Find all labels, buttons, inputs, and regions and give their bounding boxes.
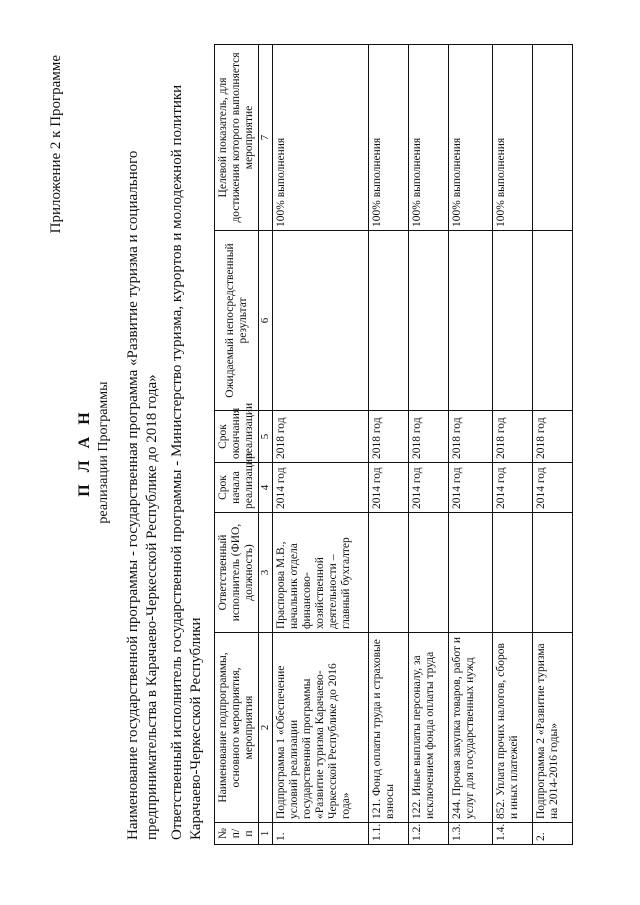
header-end: Срок окончания реализации bbox=[215, 411, 259, 463]
col-num: 6 bbox=[259, 231, 273, 411]
header-indicator: Целевой показатель, для достижения которого выполняется мероприятие bbox=[215, 45, 259, 231]
header-result: Ожидаемый непосредственный результат bbox=[215, 231, 259, 411]
row-indicator: 100% выполнения bbox=[493, 45, 533, 231]
table-row bbox=[409, 45, 449, 845]
row-start: 2014 год bbox=[409, 463, 449, 513]
plan-table bbox=[214, 44, 573, 845]
column-number-row bbox=[259, 45, 273, 845]
header-start: Срок начала реализации bbox=[215, 463, 259, 513]
row-responsible bbox=[493, 513, 533, 633]
row-end: 2018 год bbox=[449, 411, 493, 463]
row-start: 2014 год bbox=[273, 463, 369, 513]
row-indicator: 100% выполнения bbox=[409, 45, 449, 231]
plan-title: П Л А Н bbox=[76, 408, 93, 497]
row-result bbox=[409, 231, 449, 411]
row-result bbox=[533, 231, 573, 411]
row-end: 2018 год bbox=[273, 411, 369, 463]
row-result bbox=[449, 231, 493, 411]
header-number: № п/п bbox=[215, 823, 259, 845]
row-responsible: Праспорова М.В., начальник отдела финансово-хозяйственной деятельности – главный бухгалтер bbox=[273, 513, 369, 633]
row-indicator bbox=[533, 45, 573, 231]
table-row bbox=[369, 45, 409, 845]
row-responsible bbox=[533, 513, 573, 633]
row-end: 2018 год bbox=[533, 411, 573, 463]
row-name: 852. Уплата прочих налогов, сборов и иных платежей bbox=[493, 633, 533, 823]
col-num: 5 bbox=[259, 411, 273, 463]
row-name: 244. Прочая закупка товаров, работ и услуг для государственных нужд bbox=[449, 633, 493, 823]
row-start: 2014 год bbox=[493, 463, 533, 513]
row-responsible bbox=[409, 513, 449, 633]
row-start: 2014 год bbox=[449, 463, 493, 513]
row-end: 2018 год bbox=[493, 411, 533, 463]
row-end: 2018 год bbox=[409, 411, 449, 463]
row-result bbox=[493, 231, 533, 411]
table-header-row bbox=[215, 45, 259, 845]
row-responsible bbox=[369, 513, 409, 633]
row-indicator: 100% выполнения bbox=[273, 45, 369, 231]
row-number: 1.4. bbox=[493, 823, 533, 845]
col-num: 7 bbox=[259, 45, 273, 231]
col-num: 3 bbox=[259, 513, 273, 633]
header-responsible: Ответственный исполнитель (ФИО, должность) bbox=[215, 513, 259, 633]
row-name: Подпрограмма 1 «Обеспечение условий реализации государственной программы «Развитие туризма Карачаево-Черкесской Республике до 2016 года» bbox=[273, 633, 369, 823]
row-number: 1.1. bbox=[369, 823, 409, 845]
program-name: Наименование государственной программы - государственная программа «Развитие туризма и социального предпринимательства в Карачаево-Черкесской Республике до 2018 года» bbox=[125, 150, 160, 840]
row-indicator: 100% выполнения bbox=[369, 45, 409, 231]
row-number: 2. bbox=[533, 823, 573, 845]
appendix-label: Приложение 2 к Программе bbox=[48, 55, 64, 234]
row-number: 1.2. bbox=[409, 823, 449, 845]
row-result bbox=[369, 231, 409, 411]
col-num: 2 bbox=[259, 633, 273, 823]
row-start: 2014 год bbox=[369, 463, 409, 513]
row-name: 121. Фонд оплаты труда и страховые взносы bbox=[369, 633, 409, 823]
table-row bbox=[493, 45, 533, 845]
table-row bbox=[533, 45, 573, 845]
row-number: 1. bbox=[273, 823, 369, 845]
header-name: Наименование подпрограммы, основного мероприятия, мероприятия bbox=[215, 633, 259, 823]
col-num: 1 bbox=[259, 823, 273, 845]
row-end: 2018 год bbox=[369, 411, 409, 463]
row-number: 1.3. bbox=[449, 823, 493, 845]
row-result bbox=[273, 231, 369, 411]
row-name: 122. Иные выплаты персоналу, за исключением фонда оплаты труда bbox=[409, 633, 449, 823]
col-num: 4 bbox=[259, 463, 273, 513]
table-row bbox=[273, 45, 369, 845]
table-row bbox=[449, 45, 493, 845]
row-start: 2014 год bbox=[533, 463, 573, 513]
responsible-executor: Ответственный исполнитель государственной программы - Министерство туризма, курортов и молодежной политики Карачаево-Черкесской Республики bbox=[169, 84, 204, 840]
row-indicator: 100% выполнения bbox=[449, 45, 493, 231]
row-name: Подпрограмма 2 «Развитие туризма на 2014-2016 годы» bbox=[533, 633, 573, 823]
plan-subtitle: реализации Программы bbox=[96, 381, 111, 524]
row-responsible bbox=[449, 513, 493, 633]
